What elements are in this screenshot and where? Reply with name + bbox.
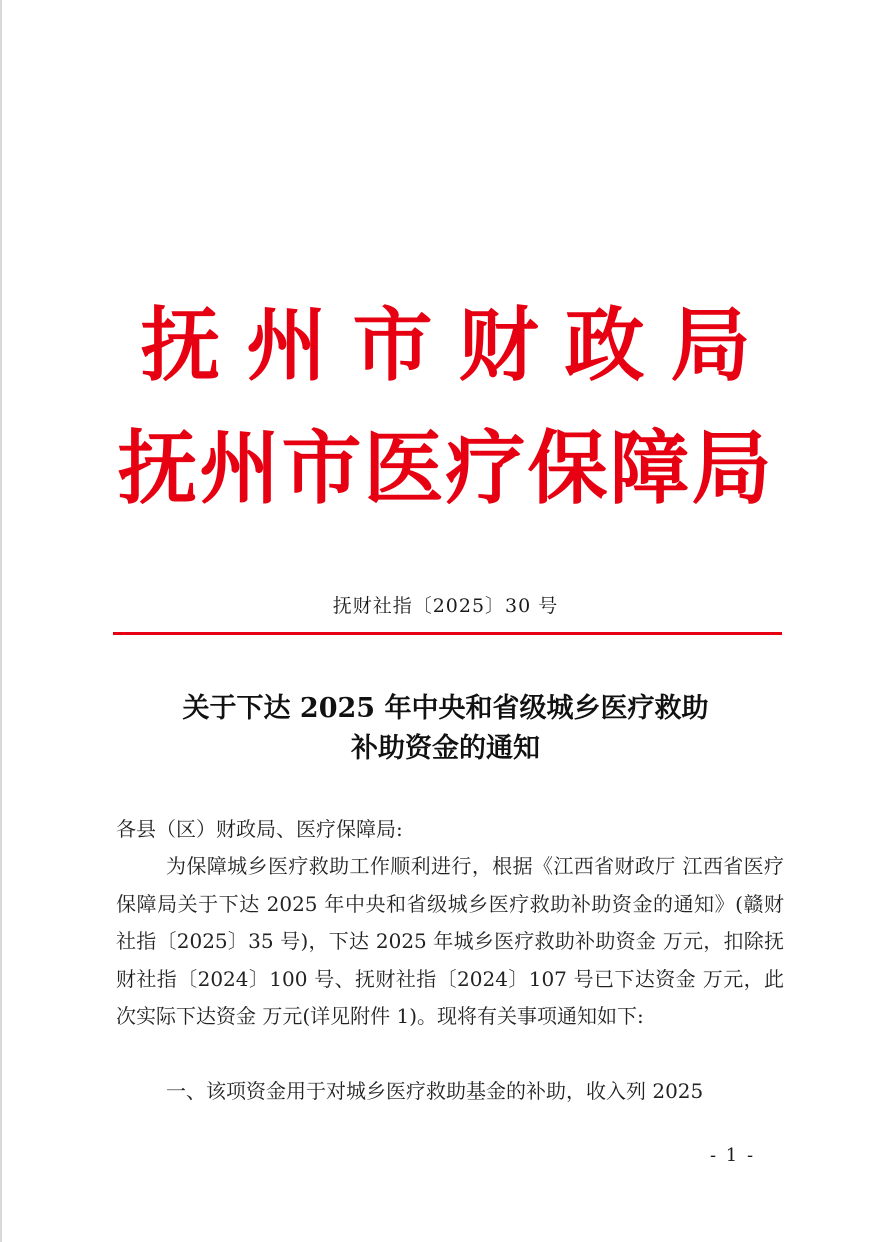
body-paragraph-1: 为保障城乡医疗救助工作顺利进行，根据《江西省财政厅 江西省医疗保障局关于下达 2025 年中央和省级城乡医疗救助补助资金的通知》(赣财社指〔2025〕35 号)，下达 2025 年城乡医疗救助补助资金 万元，扣除抚财社指〔2024〕100 号、抚财社指〔2024〕107 号已下达资金 万元，此次实际下达资金 万元(详见附件 1)。现将有关事项通知如下:	[116, 854, 784, 1028]
page-edge	[0, 0, 2, 1242]
document-title-line2: 补助资金的通知	[351, 733, 540, 764]
document-number: 抚财社指〔2025〕30 号	[332, 595, 559, 617]
red-separator-line	[113, 632, 782, 635]
body-paragraph-2: 一、该项资金用于对城乡医疗救助基金的补助，收入列 2025	[166, 1079, 704, 1103]
salutation: 各县（区）财政局、医疗保障局:	[116, 817, 403, 841]
page-number: - 1 -	[710, 1145, 756, 1166]
masthead-medical-security-bureau: 抚州市医疗保障局	[117, 421, 774, 515]
document-title-line1: 关于下达 2025 年中央和省级城乡医疗救助	[182, 693, 709, 724]
masthead-finance-bureau: 抚州市财政局	[140, 298, 777, 392]
